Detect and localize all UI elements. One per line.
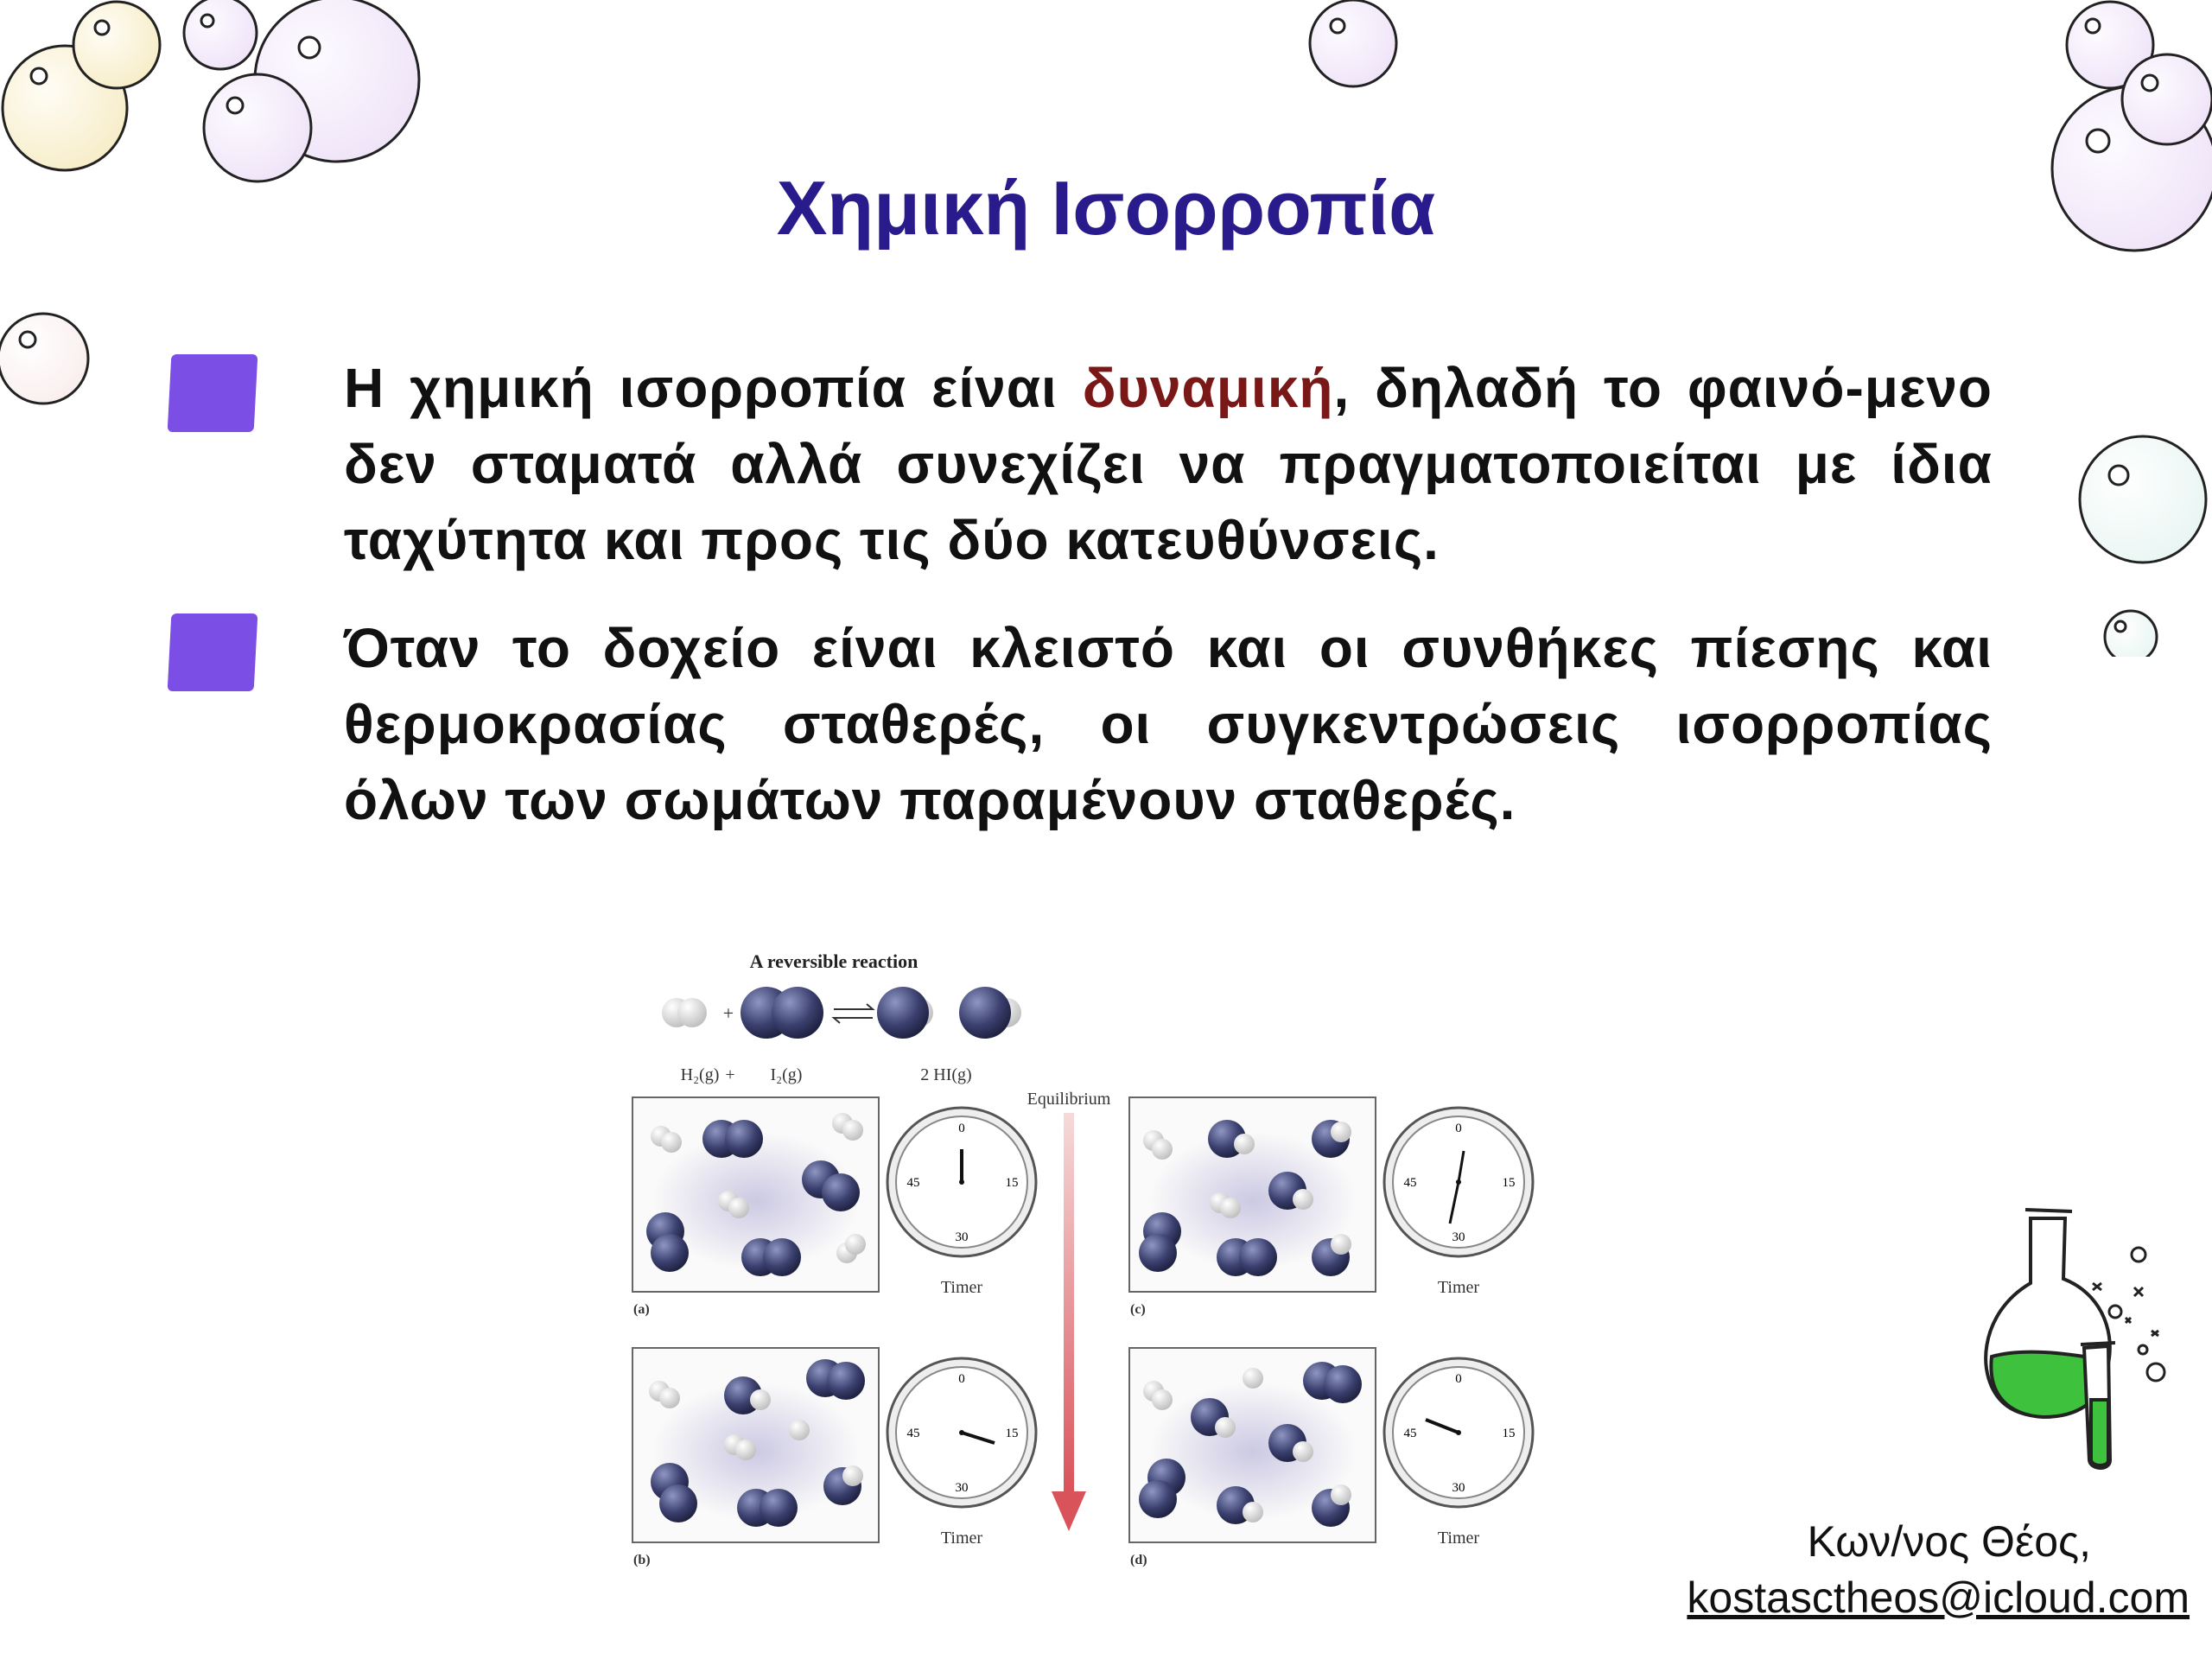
svg-text:45: 45 (906, 1176, 920, 1190)
bubble-icon (0, 314, 88, 404)
timer-label-a: Timer (940, 1278, 983, 1297)
svg-text:45: 45 (1403, 1427, 1417, 1440)
bubble-icon (1310, 0, 1396, 86)
clock-d (1384, 1358, 1533, 1507)
svg-text:15: 15 (1005, 1427, 1019, 1440)
bubble-icon (184, 0, 257, 69)
svg-text:30: 30 (1452, 1481, 1465, 1495)
equation-plus-label: + (725, 1065, 735, 1084)
reactant-h2-label: H₂(g) (680, 1065, 720, 1084)
panel-a (632, 1097, 879, 1292)
h2-molecule-icon (662, 998, 707, 1027)
bullet-text-1 (344, 350, 1993, 578)
svg-text:0: 0 (958, 1372, 965, 1386)
svg-text:30: 30 (955, 1230, 969, 1244)
clock-b (887, 1358, 1036, 1507)
panel-d-label: (d) (1130, 1553, 1147, 1567)
svg-text:0: 0 (1455, 1372, 1462, 1386)
svg-text:15: 15 (1502, 1427, 1516, 1440)
panel-b-label: (b) (633, 1553, 651, 1567)
i2-molecule-icon (741, 987, 823, 1039)
bubble-icon (2122, 54, 2212, 144)
bullet-square-icon (168, 354, 258, 432)
timer-label-c: Timer (1437, 1278, 1480, 1297)
svg-text:15: 15 (1005, 1176, 1019, 1190)
figure-heading: A reversible reaction (749, 950, 918, 972)
reactant-i2-label: I₂(g) (770, 1065, 803, 1084)
panel-c-label: (c) (1130, 1302, 1146, 1317)
panel-c (1129, 1097, 1376, 1292)
hi-molecule-icon (877, 987, 1021, 1039)
equation-plus: + (722, 1002, 734, 1024)
bullet-1-post: , δηλαδή το φαινό-μενο δεν σταματά αλλά συνεχίζει να πραγματοποιείται με ίδια ταχύτητα και προς τις δύο κατευθύνσεις. (344, 357, 1993, 571)
bubble-icon (2080, 436, 2206, 563)
reversible-reaction-figure (626, 942, 1542, 1581)
svg-text:45: 45 (1403, 1176, 1417, 1190)
panel-d (1129, 1348, 1376, 1542)
svg-text:45: 45 (906, 1427, 920, 1440)
equilibrium-arrows-icon (834, 1004, 873, 1023)
timer-label-d: Timer (1437, 1529, 1480, 1548)
svg-text:30: 30 (955, 1481, 969, 1495)
timer-label-b: Timer (940, 1529, 983, 1548)
bullet-1-pre: Η χημική ισορροπία είναι (344, 357, 1083, 419)
highlight-term: δυναμική (1082, 357, 1334, 419)
author-name: Κων/νος Θέος, (1807, 1517, 2091, 1566)
panel-a-label: (a) (633, 1302, 650, 1317)
bubble-icon (73, 2, 160, 88)
bullet-square-icon (168, 613, 258, 691)
equilibrium-arrow-icon (1052, 1113, 1086, 1531)
bullet-text-2: Όταν το δοχείο είναι κλειστό και οι συνθήκες πίεσης και θερμοκρασίας σταθερές, οι συγκεντρώσεις ισορροπίας όλων των σωμάτων παραμένουν σταθερές. (344, 617, 1993, 831)
clock-c (1384, 1108, 1533, 1256)
equilibrium-label: Equilibrium (1027, 1090, 1111, 1109)
svg-text:0: 0 (1455, 1122, 1462, 1135)
slide-title: Χημική Ισορροπία (776, 165, 1436, 251)
svg-text:15: 15 (1502, 1176, 1516, 1190)
author-email-link[interactable]: kostasctheos@icloud.com (1687, 1573, 2190, 1622)
clock-a (887, 1108, 1036, 1256)
panel-b (632, 1348, 879, 1542)
bubble-icon (2105, 611, 2157, 657)
svg-text:0: 0 (958, 1122, 965, 1135)
svg-text:30: 30 (1452, 1230, 1465, 1244)
flask-icon (1970, 1201, 2177, 1478)
product-hi-label: 2 HI(g) (920, 1065, 972, 1084)
